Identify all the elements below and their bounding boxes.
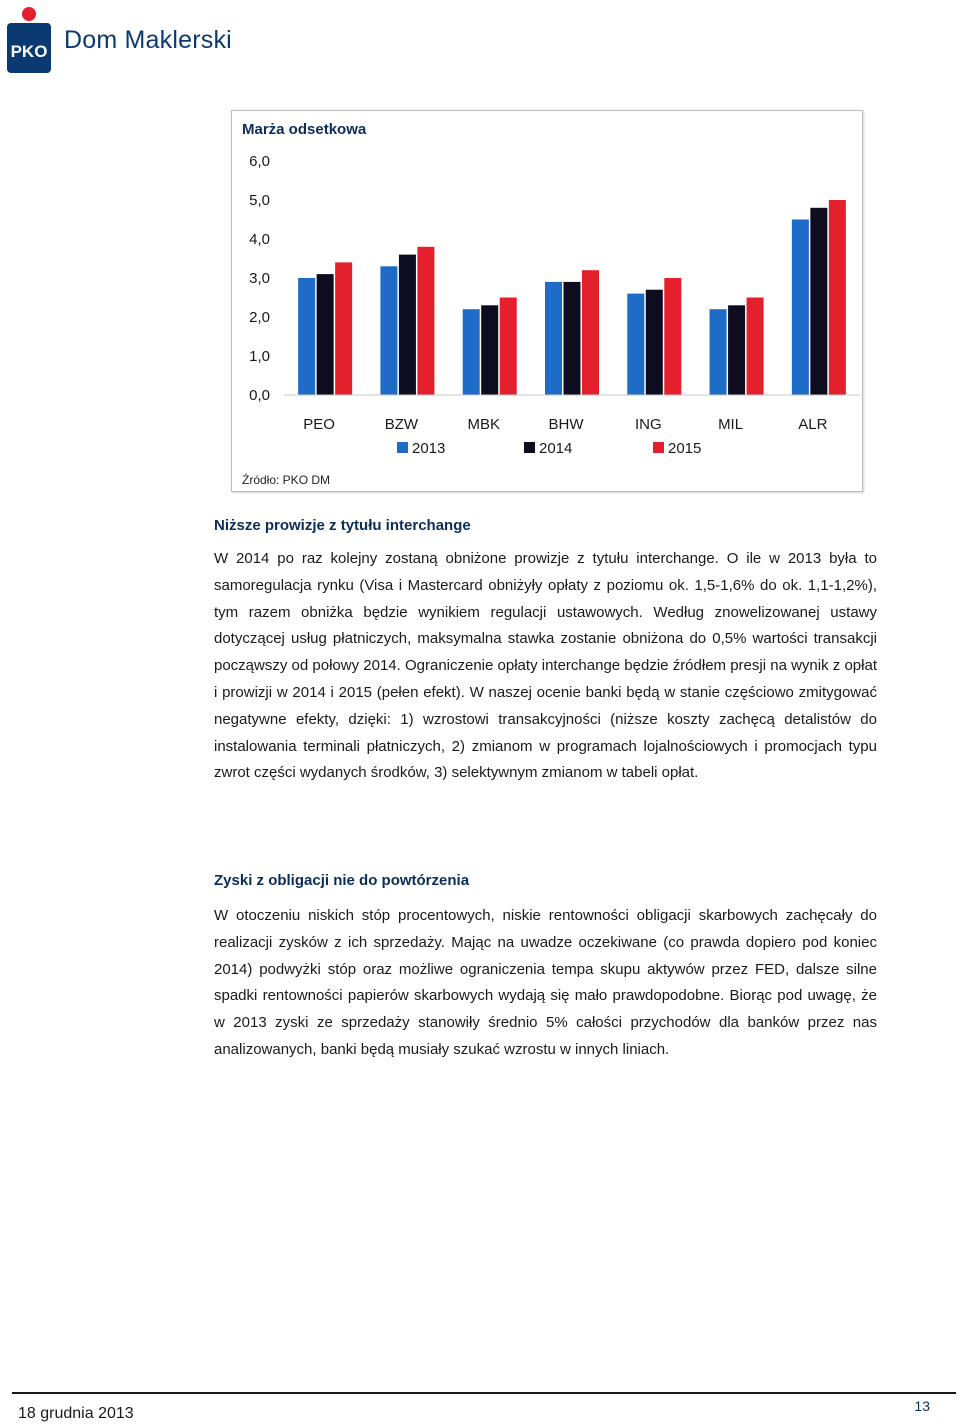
legend-label: 2013 <box>412 440 446 457</box>
section-bond-gains <box>214 872 877 1064</box>
bar-alr-2013 <box>792 220 809 396</box>
x-category-label: PEO <box>303 416 335 433</box>
bar-bhw-2013 <box>545 282 562 395</box>
bar-alr-2015 <box>829 200 846 395</box>
bar-bzw-2015 <box>417 247 434 395</box>
bar-mbk-2013 <box>463 309 480 395</box>
y-tick-label: 2,0 <box>249 309 270 326</box>
bar-ing-2014 <box>646 290 663 395</box>
x-category-label: BZW <box>384 416 419 433</box>
bar-ing-2013 <box>627 294 644 395</box>
brand-name: Dom Maklerski <box>64 25 232 54</box>
chart-canvas <box>232 111 862 491</box>
bar-peo-2015 <box>335 262 352 395</box>
bar-peo-2013 <box>298 278 315 395</box>
legend-swatch-2015 <box>653 442 664 453</box>
section-heading: Zyski z obligacji nie do powtórzenia <box>214 872 470 889</box>
chart-source: Źródło: PKO DM <box>242 473 331 487</box>
bar-mil-2014 <box>728 305 745 395</box>
y-tick-label: 1,0 <box>249 348 270 365</box>
footer-divider <box>12 1392 956 1394</box>
bar-bhw-2015 <box>582 270 599 395</box>
legend-swatch-2013 <box>397 442 408 453</box>
pko-logo-icon <box>4 5 54 75</box>
footer-date: 18 grudnia 2013 <box>18 1405 134 1422</box>
bar-bzw-2013 <box>380 266 397 395</box>
net-interest-margin-chart <box>231 110 863 492</box>
section-heading: Niższe prowizje z tytułu interchange <box>214 517 471 534</box>
legend-swatch-2014 <box>524 442 535 453</box>
section-body: W 2014 po raz kolejny zostaną obniżone prowizje z tytułu interchange. O ile w 2013 była to samoregulacja rynku (Visa i Mastercard obniżyły opłaty z poziomu ok. 1,5-1,6% do ok. 1,1-1,2%), tym razem obniżka będzie wynikiem regulacji ustawowych. Według znowelizowanej ustawy dotyczącej usług płatniczych, maksymalna stawka zostanie obniżona do 0,5% wartości transakcji począwszy od połowy 2014. Ograniczenie opłaty interchange będzie źródłem presji na wynik z opłat i prowizji w 2014 i 2015 (pełen efekt). W naszej ocenie banki będą w stanie częściowo zmitygować negatywne efekty, dzięki: 1) wzrostowi transakcyjności (niższe koszty zachęcą detalistów do instalowania terminali płatniczych, 2) zmianom w programach lojalnościowych i promocjach typu zwrot części wydanych środków, 3) selektywnym zmianom w tabeli opłat. <box>214 550 877 782</box>
svg-text:PKO: PKO <box>10 42 48 61</box>
bar-ing-2015 <box>664 278 681 395</box>
bar-mil-2013 <box>710 309 727 395</box>
bar-mbk-2014 <box>481 305 498 395</box>
x-category-label: MIL <box>718 416 744 433</box>
y-tick-label: 0,0 <box>249 387 270 404</box>
bar-alr-2014 <box>810 208 827 395</box>
chart-title: Marża odsetkowa <box>242 121 367 138</box>
x-category-label: ALR <box>798 416 828 433</box>
bar-bhw-2014 <box>564 282 581 395</box>
bar-mil-2015 <box>747 298 764 396</box>
x-category-label: MBK <box>467 416 500 433</box>
section-body: W otoczeniu niskich stóp procentowych, niskie rentowności obligacji skarbowych zachęcały do realizacji zysków z ich sprzedaży. Mając na uwadze oczekiwane (co prawda dopiero pod koniec 2014) podwyżki stóp oraz możliwe ograniczenia tempa skupu aktywów przez FED, dalsze silne spadki rentowności papierów skarbowych wydają się mało prawdopodobne. Biorąc pod uwagę, że w 2013 zyski ze sprzedaży stanowiły średnio 5% całości przychodów dla banków przez nas analizowanych, banki będą musiały szukać wzrostu w innych liniach. <box>214 907 877 1058</box>
bar-bzw-2014 <box>399 255 416 395</box>
page-number: 13 <box>914 1398 930 1414</box>
x-category-label: BHW <box>548 416 584 433</box>
y-tick-label: 3,0 <box>249 270 270 287</box>
x-category-label: ING <box>634 416 662 433</box>
bar-peo-2014 <box>317 274 334 395</box>
y-tick-label: 4,0 <box>249 231 270 248</box>
legend-label: 2014 <box>539 440 573 457</box>
section-interchange <box>214 517 877 787</box>
y-tick-label: 5,0 <box>249 192 270 209</box>
y-tick-label: 6,0 <box>249 153 270 170</box>
page-header <box>4 4 232 76</box>
legend-label: 2015 <box>668 440 702 457</box>
bar-mbk-2015 <box>500 298 517 396</box>
